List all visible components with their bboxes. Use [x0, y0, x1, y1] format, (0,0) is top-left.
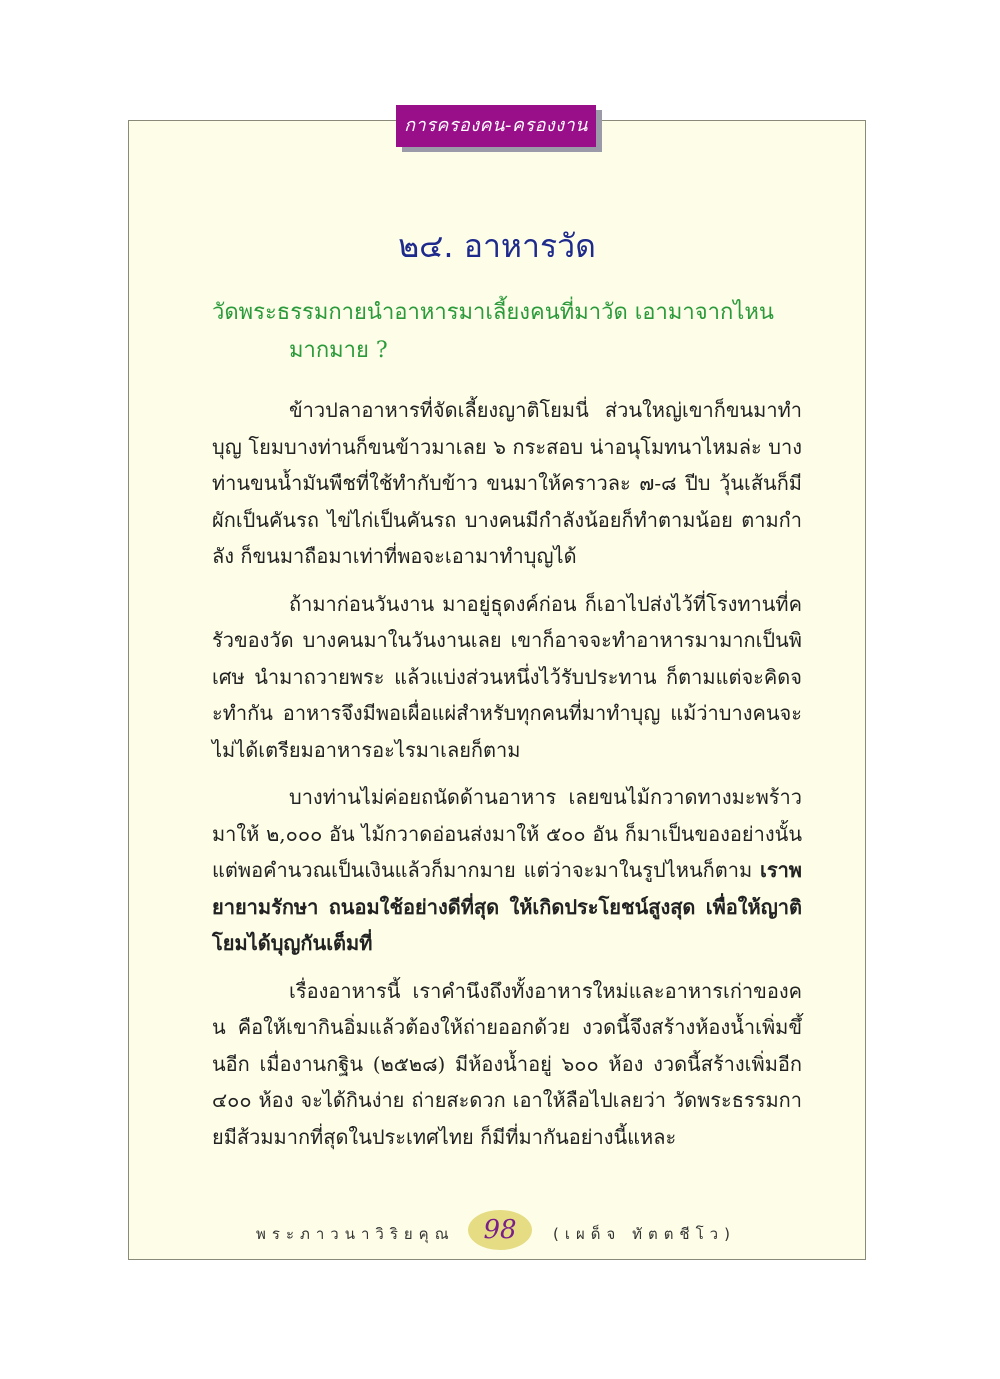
- chapter-title: ๒๔. อาหารวัด: [398, 227, 596, 265]
- page-number: 98: [468, 1210, 532, 1250]
- paragraph-text: บางท่านไม่ค่อยถนัดด้านอาหาร เลยขนไม้กวาดทางมะพร้าวมาให้ ๒,๐๐๐ อัน ไม้กวาดอ่อนส่งมาให้ ๕๐๐ อัน ก็มาเป็นของอย่างนั้น แต่พอคำนวณเป็นเงินแล้วก็มากมาย แต่ว่าจะมาในรูปไหนก็ตาม: [212, 785, 802, 882]
- paragraph-text: ถ้ามาก่อนวันงาน มาอยู่ธุดงค์ก่อน ก็เอาไปส่งไว้ที่โรงทานที่ครัวของวัด บางคนมาในวันงานเลย เขาก็อาจจะทำอาหารมามากเป็นพิเศษ นำมาถวายพระ แล้วแบ่งส่วนหนึ่งไว้รับประทาน ก็ตามแต่จะคิดจะทำกัน อาหารจึงมีพอเผื่อแผ่สำหรับทุกคนที่มาทำบุญ แม้ว่าบางคนจะไม่ได้เตรียมอาหารอะไรมาเลยก็ตาม: [212, 591, 802, 762]
- footer-book-title: พระภาวนาวิริยคุณ: [256, 1225, 455, 1243]
- paragraph-text: ข้าวปลาอาหารที่จัดเลี้ยงญาติโยมนี่ ส่วนใหญ่เขาก็ขนมาทำบุญ โยมบางท่านก็ขนข้าวมาเลย ๖ กระสอบ น่าอนุโมทนาไหมล่ะ บางท่านขนน้ำมันพืชที่ใช้ทำกับข้าว ขนมาให้คราวละ ๗-๘ ปีบ วุ้นเส้นก็มี ผักเป็นคันรถ ไข่ไก่เป็นคันรถ บางคนมีกำลังน้อยก็ทำตามน้อย ตามกำลัง ก็ขนมาถือมาเท่าที่พอจะเอามาทำบุญได้: [212, 398, 802, 568]
- header-tab: การครองคน-ครองงาน: [396, 105, 596, 147]
- paragraph-bold-text: เราพยายามรักษา ถนอมใช้อย่างดีที่สุด ให้เกิดประโยชน์สูงสุด เพื่อให้ญาติโยมได้บุญกันเต็มที่: [212, 858, 802, 955]
- question-heading: [212, 294, 802, 370]
- footer-author: (เผด็จ ทัตตชีโว): [553, 1225, 736, 1243]
- question-line-2: มากมาย ?: [289, 338, 388, 363]
- page-footer: [128, 1210, 866, 1254]
- paragraph-3: [212, 779, 802, 962]
- paragraph-1: [212, 392, 802, 575]
- paragraph-text: เรื่องอาหารนี้ เราคำนึงถึงทั้งอาหารใหม่และอาหารเก่าของคน คือให้เขากินอิ่มแล้วต้องให้ถ่ายออกด้วย งวดนี้จึงสร้างห้องน้ำเพิ่มขึ้นอีก เมื่องานกฐิน (๒๕๒๘) มีห้องน้ำอยู่ ๖๐๐ ห้อง งวดนี้สร้างเพิ่มอีก ๔๐๐ ห้อง จะได้กินง่าย ถ่ายสะดวก เอาให้ลือไปเลยว่า วัดพระธรรมกายมีส้วมมากที่สุดในประเทศไทย ก็มีที่มากันอย่างนี้แหละ: [212, 978, 802, 1149]
- paragraph-4: [212, 973, 802, 1156]
- question-line-1: วัดพระธรรมกายนำอาหารมาเลี้ยงคนที่มาวัด เอามาจากไหน: [212, 300, 774, 325]
- body-text: [212, 392, 802, 1166]
- paragraph-2: [212, 586, 802, 769]
